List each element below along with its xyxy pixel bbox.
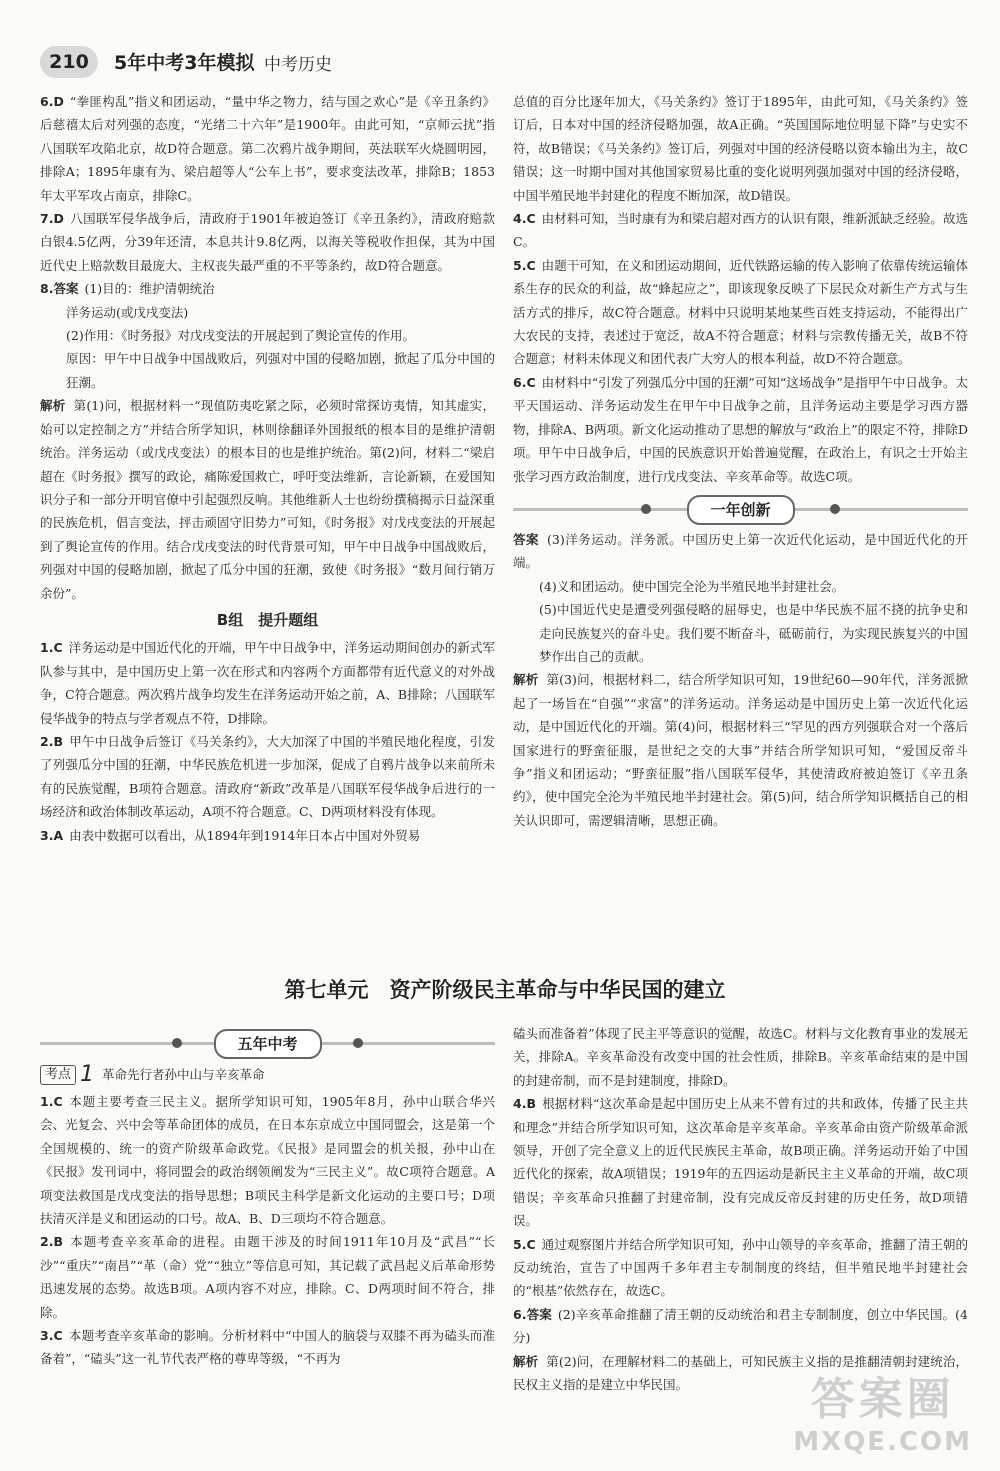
answer-item xyxy=(40,1230,495,1324)
analysis-label: 解析 xyxy=(513,672,539,688)
item-text: 本题考查辛亥革命的进程。由题干涉及的时间1911年10月及“武昌”“长沙”“重庆”“南昌”“革（命）党”“独立”等信息可知，其记载了武昌起义后革命形势迅速发展的态势。故选B项。A项内容不对应，排除。C、D两项时间不符合，排除。 xyxy=(40,1234,495,1320)
answer-continuation: 总值的百分比逐年加大，《马关条约》签订于1895年，由此可知，《马关条约》签订后，日本对中国的经济侵略加强，故A正确。“英国国际地位明显下降”与史实不符，故B错误；《马关条约》签订后，列强对中国的经济侵略以资本输出为主，故C错误；这一时期中国对其他国家贸易比重的变化说明列强加强对中国的经济侵略，中国半殖民地半封建化的程度不断加深，故D错误。 xyxy=(513,94,968,203)
answer-item xyxy=(513,1233,968,1303)
watermark-text: 答案圈 xyxy=(810,1374,955,1425)
book-brand: 5年中考3年模拟 xyxy=(114,52,255,74)
answer-item xyxy=(40,1090,495,1230)
item-number: 3.C xyxy=(40,1328,63,1344)
analysis-label: 解析 xyxy=(40,398,66,414)
kaodian-number: 1 xyxy=(80,1062,95,1088)
item-text: 甲午中日战争后签订《马关条约》，大大加深了中国的半殖民地化程度，引发了列强瓜分中国的狂潮，中华民族危机进一步加深，促成了自鸦片战争以来前所未有的民族觉醒，B项符合题意。清政府“新政”改革是八国联军侵华战争后进行的一场经济和政治体制改革运动，A项不符合题意。C、D两项材料没有体现。 xyxy=(40,733,495,820)
answer-line: (2)作用：《时务报》对戊戌变法的开展起到了舆论宣传的作用。 xyxy=(66,328,415,344)
item-number: 2.B xyxy=(40,1234,63,1250)
watermark-url: MXQE.COM xyxy=(793,1427,972,1457)
answer-item xyxy=(513,1303,968,1350)
item-text: 由题干可知，在义和团运动期间，近代铁路运输的传入影响了依靠传统运输体系生存的民众的利益，故“蜂起应之”，即该现象反映了下层民众对新生产方式与生活方式的排斥，故C符合题意。材料中只说明某地某些百姓支持运动，不能得出广大农民的支持，表述过于宽泛，故A不符合题意；材料与宗教传播无关，故B不符合题意；材料未体现义和团代表广大穷人的根本利益，故D不符合题意。 xyxy=(513,257,968,367)
item-text: 由表中数据可以看出，从1894年到1914年日本占中国对外贸易 xyxy=(69,827,421,843)
item-text: “拳匪构乱”指义和团运动，“量中华之物力，结与国之欢心”是《辛丑条约》后慈禧太后对列强的态度，“光绪二十六年”是1900年。由此可知，“京师云扰”指八国联军攻陷北京，故D符合题意。第二次鸦片战争期间，英法联军火烧圆明园，排除A；1895年康有为、梁启超等人“公车上书”，要求变法改革，排除B；1853年太平军攻占南京，排除C。 xyxy=(40,94,495,203)
answer-text: (3)洋务运动。洋务派。中国历史上第一次近代化运动，是中国近代化的开端。 xyxy=(513,531,968,571)
right-column-bottom xyxy=(513,1022,968,1397)
left-column-top xyxy=(40,90,495,847)
banner-title: 一年创新 xyxy=(686,495,794,525)
analysis xyxy=(513,668,968,832)
answer-line: (4)义和团运动。使中国完全沦为半殖民地半封建社会。 xyxy=(539,578,845,594)
answer-item xyxy=(40,730,495,824)
item-text: 通过观察图片并结合所学知识可知，孙中山领导的辛亥革命，推翻了清王朝的反动统治，宣告了中国两千多年君主专制制度的终结，但半殖民地半封建社会的“根基”依然存在，故选C。 xyxy=(513,1236,968,1299)
item-number: 7.D xyxy=(40,211,64,227)
analysis-text: 第(1)问，根据材料一“现值防夷吃紧之际，必须时常探访夷情，知其虚实，始可以定控制之方”并结合所学知识，林则徐翻译外国报纸的根本目的是维护清朝统治。洋务运动（或戊戌变法）的根本目的也是维护统治。第(2)问，材料二“梁启超在《时务报》撰写的政论，痛陈爱国救亡，呼吁变法维新，言论新颖，在爱国知识分子和一部分开明官僚中引起强烈反响。其他维新人士也纷纷撰稿揭示日益深重的民族危机，倡言变法，抨击顽固守旧势力”可知，《时务报》对戊戌变法的开展起到了舆论宣传的作用。结合戊戌变法的时代背景可知，甲午中日战争中国战败后，列强对中国的侵略加剧，掀起了瓜分中国的狂潮，致使《时务报》“数月间行销万余份”。 xyxy=(40,398,495,601)
item-number: 1.C xyxy=(40,1094,63,1109)
answer-item xyxy=(40,277,495,300)
item-text: (2)辛亥革命推翻了清王朝的反动统治和君主专制制度，创立中华民国。(4分) xyxy=(513,1306,968,1346)
item-number: 4.C xyxy=(513,211,536,227)
answer-item xyxy=(40,824,495,847)
banner-title: 五年中考 xyxy=(213,1029,321,1059)
answer-item xyxy=(513,207,968,254)
item-text: 本题主要考查三民主义。据所学知识可知，1905年8月，孙中山联合华兴会、光复会、兴中会等革命团体的成员，在日本东京成立中国同盟会，这是第一个全国规模的、统一的资产阶级革命政党。《民报》是同盟会的机关报，孙中山在《民报》发刊词中，将同盟会的政治纲领阐发为“三民主义”。故C项符合题意。A项变法救国是戊戌变法的指导思想；B项民主科学是新文化运动的主要口号；D项扶清灭洋是义和团运动的口号。故A、B、D三项均不符合题意。 xyxy=(40,1094,495,1227)
group-title: B组 提升题组 xyxy=(216,610,319,629)
section-banner-five-year xyxy=(40,1028,495,1058)
item-number: 5.C xyxy=(513,257,536,273)
banner-dot xyxy=(172,1038,182,1048)
answer-item xyxy=(513,1092,968,1232)
kaodian-heading xyxy=(40,1062,495,1088)
analysis-text: 第(3)问，根据材料二，结合所学知识可知，19世纪60—90年代，洋务派掀起了一场旨在“自强”“求富”的洋务运动。洋务运动是中国历史上第一次近代化运动，是中国近代化的开端。第(4)问，根据材料三“罕见的西方列强联合对一个落后国家进行的野蛮征服，是世纪之交的大事”并结合所学知识可知，“爱国反帝斗争”指义和团运动；“野蛮征服”指八国联军侵华，其使清政府被迫签订《辛丑条约》，使中国完全沦为半殖民地半封建社会。第(5)问，结合所学知识概括自己的相关认识即可，需逻辑清晰，思想正确。 xyxy=(513,672,968,828)
analysis-text: 第(2)问，在理解材料二的基础上，可知民族主义指的是推翻清朝封建统治，民权主义指的是建立中华民国。 xyxy=(513,1353,968,1393)
answer-item xyxy=(40,207,495,277)
item-number: 2.B xyxy=(40,733,63,749)
unit-title: 第七单元 资产阶级民主革命与中华民国的建立 xyxy=(284,978,726,1002)
answer-line: 原因：甲午中日战争中国战败后，列强对中国的侵略加剧，掀起了瓜分中国的狂潮。 xyxy=(66,351,495,390)
answer-continuation: 磕头而准备着”体现了民主平等意识的觉醒，故选C。材料与文化教育事业的发展无关，排除A。辛亥革命没有改变中国的社会性质，排除B。辛亥革命结束的是中国的封建帝制，而不是封建制度，排除D。 xyxy=(513,1026,968,1088)
answer-line: (5)中国近代史是遭受列强侵略的屈辱史，也是中华民族不屈不挠的抗争史和走向民族复兴的奋斗史。我们要不断奋斗，砥砺前行，为实现民族复兴的中国梦作出自己的贡献。 xyxy=(539,602,968,664)
item-text: 洋务运动是中国近代化的开端，甲午中日战争中，洋务运动期间创办的新式军队参与其中，是中国历史上第一次在形式和内容两个方面都带有近代意义的对外战争，C符合题意。两次鸦片战争均发生在洋务运动开始之前，A、B排除；八国联军侵华战争的特点与学者观点不符，D排除。 xyxy=(40,640,495,726)
item-text: 根据材料“这次革命是起中国历史上从来不曾有过的共和政体，传播了民主共和理念”并结合所学知识可知，这次革命是辛亥革命。辛亥革命由资产阶级革命派领导，开创了完全意义上的近代民族民主革命，故B项正确。洋务运动开始了中国近代化的探索，故A项错误；1919年的五四运动是新民主主义革命的开端，故C项错误；辛亥革命只推翻了封建帝制，没有完成反帝反封建的历史任务，故D项错误。 xyxy=(513,1096,968,1229)
item-number: 6.D xyxy=(40,94,64,109)
banner-dot xyxy=(830,504,840,514)
item-number: 6.C xyxy=(513,374,536,390)
kaodian-title: 革命先行者孙中山与辛亥革命 xyxy=(102,1067,265,1083)
answer-label: 答案 xyxy=(513,531,540,547)
answer-line: 洋务运动(或戊戌变法) xyxy=(66,304,189,320)
section-banner-innovation xyxy=(513,494,968,524)
answer-item xyxy=(513,254,968,371)
item-text: 本题考查辛亥革命的影响。分析材料中“中国人的脑袋与双膝不再为磕头而准备着”，“磕头”这一礼节代表严格的尊卑等级，“不再为 xyxy=(40,1328,495,1367)
item-number: 8.答案 xyxy=(40,281,79,297)
answer-item xyxy=(40,1324,495,1371)
banner-dot xyxy=(353,1038,363,1048)
item-text: 八国联军侵华战争后，清政府于1901年被迫签订《辛丑条约》，清政府赔款白银4.5亿两，分39年还清，本息共计9.8亿两，以海关等税收作担保，其为中国近代史上赔款数目最庞大、主权丧失最严重的不平等条约，故D符合题意。 xyxy=(40,211,495,273)
item-text: 由材料可知，当时康有为和梁启超对西方的认识有限，维新派缺乏经验。故选C。 xyxy=(513,211,968,250)
answer-item xyxy=(40,636,495,730)
answer-item xyxy=(513,371,968,488)
book-subject: 中考历史 xyxy=(264,55,332,75)
right-column-top xyxy=(513,90,968,832)
item-text: 由材料中“引发了列强瓜分中国的狂潮”可知“这场战争”是指甲午中日战争。太平天国运动、洋务运动发生在甲午中日战争之前，且洋务运动主要是学习西方器物，排除A、B两项。新文化运动推动了思想的解放与“政治上”的限定不符，排除D项。甲午中日战争后，中国的民族意识开始普遍觉醒，在政治上，有识之士开始主张学习西方政治制度，进行戊戌变法、辛亥革命等。故选C项。 xyxy=(513,374,968,484)
answer-item xyxy=(513,528,968,575)
item-text: (1)目的：维护清朝统治 xyxy=(84,281,215,297)
page-number: 210 xyxy=(40,46,98,78)
item-number: 6.答案 xyxy=(513,1306,552,1322)
item-number: 3.A xyxy=(40,827,64,843)
item-number: 1.C xyxy=(40,640,63,656)
left-column-bottom xyxy=(40,1022,495,1371)
kaodian-label: 考点 xyxy=(40,1065,76,1085)
item-number: 5.C xyxy=(513,1236,536,1252)
watermark-logo xyxy=(793,1363,972,1457)
page-header xyxy=(40,46,970,78)
banner-dot xyxy=(641,504,651,514)
analysis xyxy=(40,394,495,605)
analysis-label: 解析 xyxy=(513,1353,539,1369)
item-number: 4.B xyxy=(513,1096,536,1112)
answer-item xyxy=(40,90,495,207)
